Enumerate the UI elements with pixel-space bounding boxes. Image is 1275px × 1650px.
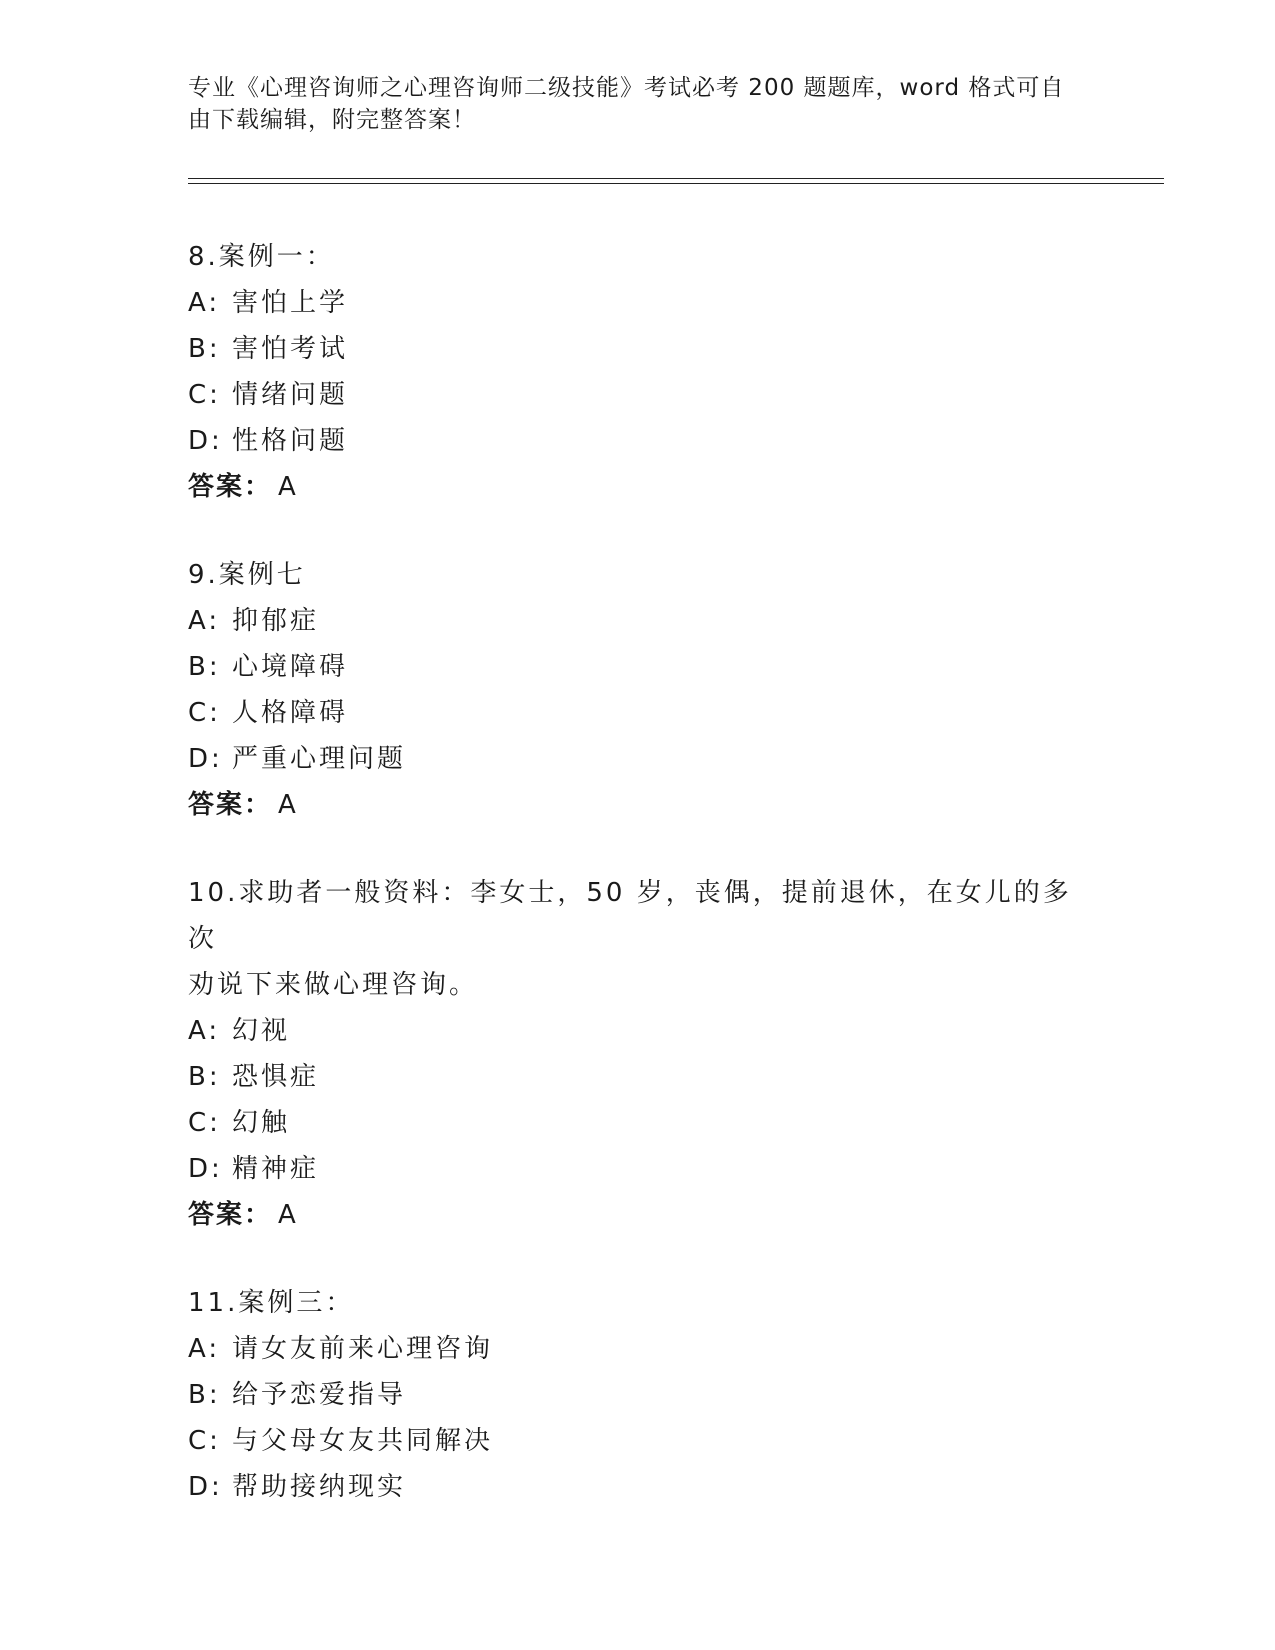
option-text: 给予恋爱指导 <box>232 1380 407 1410</box>
option-text: 恐惧症 <box>232 1062 320 1092</box>
option-letter: C: <box>188 380 221 410</box>
answer-label: 答案： <box>188 472 273 502</box>
option-c <box>188 1418 1088 1464</box>
option-letter: D: <box>188 1154 223 1184</box>
option-text: 严重心理问题 <box>232 744 407 774</box>
option-a <box>188 1326 1088 1372</box>
option-a <box>188 1008 1088 1054</box>
question-title-line-1: 10.求助者一般资料：李女士，50 岁，丧偶，提前退休，在女儿的多次 <box>188 878 1072 954</box>
option-letter: B: <box>188 652 221 682</box>
option-d <box>188 736 1088 782</box>
question-title: 8.案例一： <box>188 242 335 272</box>
option-text: 帮助接纳现实 <box>232 1472 407 1502</box>
option-text: 请女友前来心理咨询 <box>232 1334 494 1364</box>
option-text: 害怕上学 <box>232 288 349 318</box>
option-text: 幻触 <box>232 1108 291 1138</box>
answer-value: A <box>278 472 298 502</box>
question-title-line-2: 劝说下来做心理咨询。 <box>188 970 479 1000</box>
option-text: 情绪问题 <box>232 380 349 410</box>
option-letter: D: <box>188 744 223 774</box>
question-11 <box>188 1280 1088 1510</box>
question-9 <box>188 552 1088 828</box>
document-header <box>188 72 1078 136</box>
header-divider <box>188 178 1164 184</box>
answer-value: A <box>278 1200 298 1230</box>
option-text: 人格障碍 <box>232 698 349 728</box>
option-a <box>188 598 1088 644</box>
option-letter: C: <box>188 1426 221 1456</box>
option-letter: D: <box>188 1472 223 1502</box>
answer-line <box>188 1192 1088 1238</box>
option-d <box>188 1146 1088 1192</box>
option-text: 精神症 <box>232 1154 320 1184</box>
option-letter: C: <box>188 1108 221 1138</box>
option-letter: A: <box>188 606 221 636</box>
option-text: 性格问题 <box>232 426 349 456</box>
option-a <box>188 280 1088 326</box>
option-b <box>188 644 1088 690</box>
option-letter: B: <box>188 1062 221 1092</box>
option-text: 害怕考试 <box>232 334 349 364</box>
question-title: 11.案例三： <box>188 1288 355 1318</box>
answer-line <box>188 464 1088 510</box>
answer-label: 答案： <box>188 1200 273 1230</box>
answer-line <box>188 782 1088 828</box>
option-b <box>188 1054 1088 1100</box>
option-c <box>188 372 1088 418</box>
option-letter: C: <box>188 698 221 728</box>
option-d <box>188 418 1088 464</box>
option-d <box>188 1464 1088 1510</box>
option-text: 幻视 <box>232 1016 291 1046</box>
option-b <box>188 1372 1088 1418</box>
header-line-2: 由下载编辑，附完整答案！ <box>188 107 476 133</box>
option-b <box>188 326 1088 372</box>
header-line-1: 专业《心理咨询师之心理咨询师二级技能》考试必考 200 题题库，word 格式可自 <box>188 75 1065 101</box>
answer-value: A <box>278 790 298 820</box>
option-c <box>188 690 1088 736</box>
option-letter: B: <box>188 1380 221 1410</box>
option-text: 抑郁症 <box>232 606 320 636</box>
question-8 <box>188 234 1088 510</box>
option-text: 与父母女友共同解决 <box>232 1426 494 1456</box>
question-10 <box>188 870 1088 1238</box>
question-list <box>188 234 1088 1552</box>
option-letter: B: <box>188 334 221 364</box>
option-letter: D: <box>188 426 223 456</box>
option-letter: A: <box>188 1334 221 1364</box>
option-c <box>188 1100 1088 1146</box>
question-title: 9.案例七 <box>188 560 306 590</box>
option-text: 心境障碍 <box>232 652 349 682</box>
option-letter: A: <box>188 288 221 318</box>
answer-label: 答案： <box>188 790 273 820</box>
option-letter: A: <box>188 1016 221 1046</box>
